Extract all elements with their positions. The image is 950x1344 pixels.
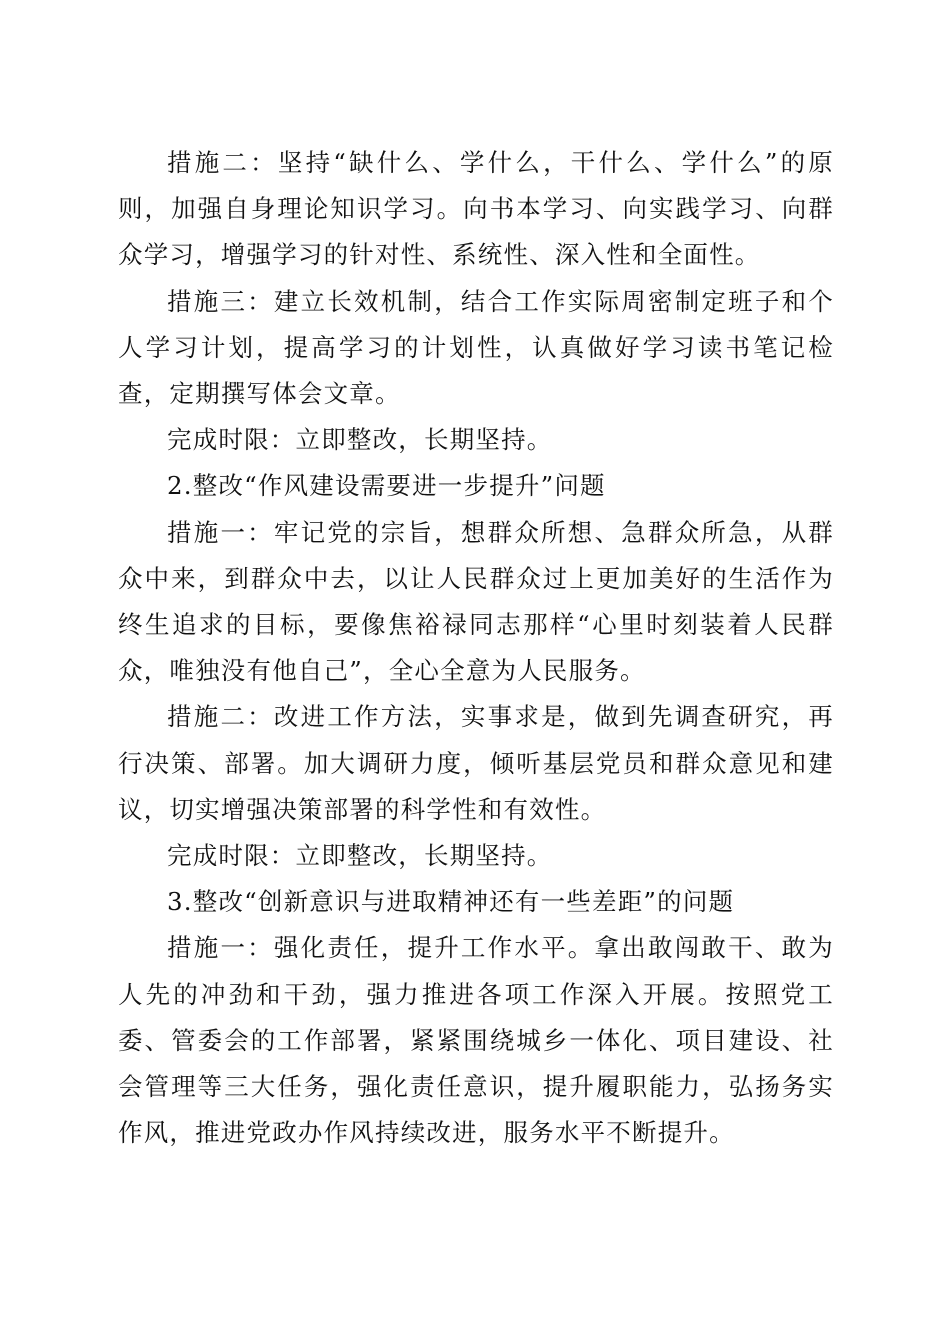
section-heading-2: 2.整改“作风建设需要进一步提升”问题 xyxy=(167,471,606,501)
paragraph-deadline-2: 完成时限：立即整改，长期坚持。 xyxy=(167,841,553,871)
paragraph-measure-1-section-2: 措施一：牢记党的宗旨，想群众所想、急群众所急，从群众中来，到群众中去，以让人民群众过上更加美好的生活作为终生追求的目标，要像焦裕禄同志那样“心里时刻装着人民群众，唯独没有他自己”，全心全意为人民服务。 xyxy=(118,517,834,686)
section-heading-3: 3.整改“创新意识与进取精神还有一些差距”的问题 xyxy=(167,887,735,917)
paragraph-measure-2: 措施二：坚持“缺什么、学什么，干什么、学什么”的原则，加强自身理论知识学习。向书本学习、向实践学习、向群众学习，增强学习的针对性、系统性、深入性和全面性。 xyxy=(118,148,834,270)
paragraph-deadline-1: 完成时限：立即整改，长期坚持。 xyxy=(167,425,553,455)
paragraph-measure-3: 措施三：建立长效机制，结合工作实际周密制定班子和个人学习计划，提高学习的计划性，认真做好学习读书笔记检查，定期撰写体会文章。 xyxy=(118,286,834,409)
paragraph-measure-1-section-3: 措施一：强化责任，提升工作水平。拿出敢闯敢干、敢为人先的冲劲和干劲，强力推进各项工作深入开展。按照党工委、管委会的工作部署，紧紧围绕城乡一体化、项目建设、社会管理等三大任务，强化责任意识，提升履职能力，弘扬务实作风，推进党政办作风持续改进，服务水平不断提升。 xyxy=(118,933,834,1148)
paragraph-measure-2-section-2: 措施二：改进工作方法，实事求是，做到先调查研究，再行决策、部署。加大调研力度，倾听基层党员和群众意见和建议，切实增强决策部署的科学性和有效性。 xyxy=(118,702,834,824)
document-body xyxy=(118,140,834,1156)
